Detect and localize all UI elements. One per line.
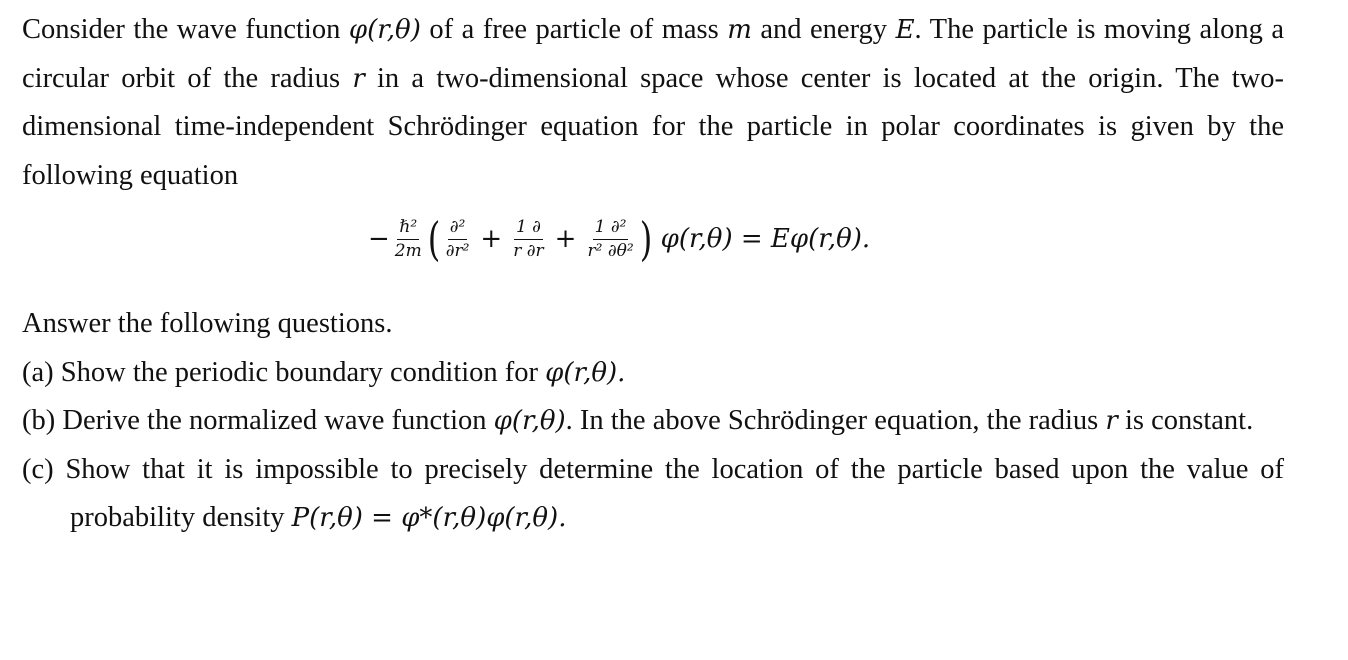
fraction-denominator: r ∂r (513, 240, 544, 261)
question-text: (b) Derive the normalized wave function (22, 405, 494, 436)
question-text: (c) Show that it is impossible to precisely determine the location of the particle based upon the value of probability density (22, 453, 1284, 533)
intro-text: and energy (751, 14, 896, 45)
fraction-denominator: 2m (394, 240, 422, 261)
intro-text: in a two-dimensional space whose center is located at the origin. The two-dimensional time-independent Schrödinger equation for the particle in polar coordinates is given by the following equation (22, 62, 1284, 191)
radius-symbol: r (1105, 406, 1118, 436)
question-b (22, 397, 1284, 446)
question-text: is constant. (1117, 405, 1254, 436)
wave-function-symbol: φ(r,θ) (348, 15, 421, 45)
wave-function-symbol: φ(r,θ). (545, 357, 626, 388)
probability-density-expression: P(r,θ) = φ*(r,θ)φ(r,θ). (291, 503, 567, 533)
fraction-denominator: ∂r² (445, 240, 470, 261)
equation-rhs: φ(r,θ) = Eφ(r,θ). (660, 224, 871, 254)
schrodinger-equation (368, 212, 871, 266)
right-paren: ) (639, 212, 652, 266)
intro-text: Consider the wave function (22, 14, 349, 45)
energy-symbol: E (895, 15, 915, 45)
first-derivative-r-fraction (511, 216, 545, 261)
fraction-numerator: 1 ∂ (514, 219, 543, 240)
minus-sign: − (368, 224, 390, 254)
intro-text: of a free particle of mass (420, 14, 728, 45)
equation-block (22, 200, 1284, 300)
question-text: (a) Show the periodic boundary condition for (22, 356, 546, 388)
angular-derivative-fraction (585, 216, 635, 261)
intro-paragraph (22, 6, 1284, 200)
intro-text: . The particle is moving along a circular orbit of the radius (22, 14, 1284, 94)
plus-sign: + (554, 224, 577, 254)
mass-symbol: m (727, 15, 752, 45)
question-text: . In the above Schrödinger equation, the radius (565, 405, 1106, 436)
fraction-numerator: ∂² (448, 219, 468, 240)
second-derivative-r-fraction (444, 216, 472, 261)
hbar-fraction (393, 216, 424, 261)
questions-lead: Answer the following questions. (22, 308, 393, 339)
left-paren: ( (427, 212, 440, 266)
plus-sign: + (480, 224, 503, 254)
problem-document (22, 6, 1284, 543)
fraction-numerator: ℏ² (397, 219, 419, 240)
question-c (22, 446, 1284, 543)
question-a (22, 349, 1284, 398)
wave-function-symbol: φ(r,θ) (493, 406, 566, 436)
radius-symbol: r (352, 63, 365, 94)
fraction-numerator: 1 ∂² (593, 219, 629, 240)
fraction-denominator: r² ∂θ² (587, 240, 634, 261)
